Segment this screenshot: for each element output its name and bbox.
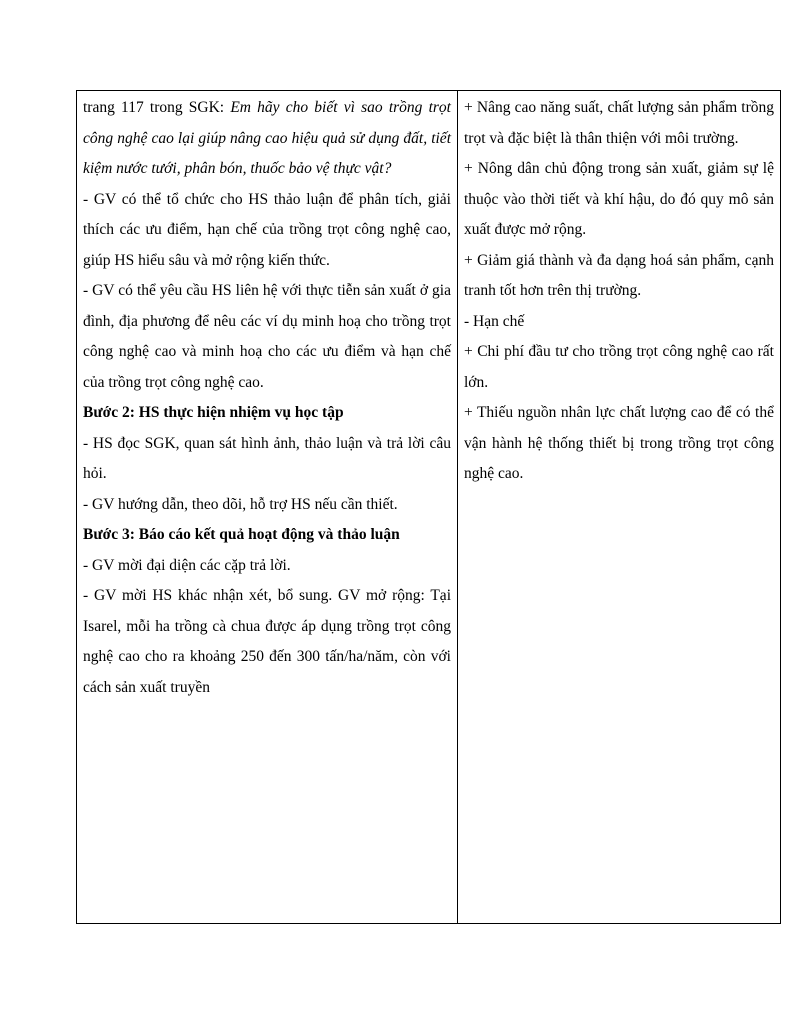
table-row bbox=[77, 91, 781, 924]
teacher-activity-cell bbox=[77, 91, 458, 924]
practice-paragraph: - GV có thể yêu cầu HS liên hệ với thực tiễn sản xuất ở gia đình, địa phương để nêu các ví dụ minh hoạ cho trồng trọt công nghệ cao và minh hoạ cho các ưu điểm và hạn chế của trồng trọt công nghệ cao. bbox=[83, 282, 451, 391]
invite-pairs-paragraph: - GV mời đại diện các cặp trả lời. bbox=[83, 556, 291, 574]
limitation-item: + Thiếu nguồn nhân lực chất lượng cao để có thể vận hành hệ thống thiết bị trong trồng trọt công nghệ cao. bbox=[464, 404, 774, 482]
step-2-heading: Bước 2: HS thực hiện nhiệm vụ học tập bbox=[83, 404, 344, 421]
limitations-heading: - Hạn chế bbox=[464, 312, 525, 330]
question-paragraph bbox=[83, 93, 451, 185]
advantage-item: + Nâng cao năng suất, chất lượng sản phẩm trồng trọt và đặc biệt là thân thiện với môi trường. bbox=[464, 99, 774, 147]
teacher-guide-paragraph: - GV hướng dẫn, theo dõi, hỗ trợ HS nếu cần thiết. bbox=[83, 495, 398, 513]
step-3-heading: Bước 3: Báo cáo kết quả hoạt động và thảo luận bbox=[83, 526, 400, 543]
extension-paragraph: - GV mời HS khác nhận xét, bổ sung. GV mở rộng: Tại Isarel, mỗi ha trồng cà chua được áp dụng trồng trọt công nghệ cao cho ra khoảng 250 đến 300 tấn/ha/năm, còn với cách sản xuất truyền bbox=[83, 587, 451, 696]
student-read-paragraph: - HS đọc SGK, quan sát hình ảnh, thảo luận và trả lời câu hỏi. bbox=[83, 434, 451, 482]
lesson-table bbox=[76, 90, 781, 924]
content-cell bbox=[458, 91, 781, 924]
advantage-item: + Giảm giá thành và đa dạng hoá sản phẩm, cạnh tranh tốt hơn trên thị trường. bbox=[464, 251, 774, 299]
question-text: Em hãy cho biết vì sao trồng trọt công nghệ cao lại giúp nâng cao hiệu quả sử dụng đất, tiết kiệm nước tưới, phân bón, thuốc bảo vệ thực vật? bbox=[83, 99, 451, 177]
question-prefix: trang 117 trong SGK: bbox=[83, 99, 231, 116]
discussion-paragraph: - GV có thể tổ chức cho HS thảo luận để phân tích, giải thích các ưu điểm, hạn chế của trồng trọt công nghệ cao, giúp HS hiểu sâu và mở rộng kiến thức. bbox=[83, 190, 451, 269]
advantage-item: + Nông dân chủ động trong sản xuất, giảm sự lệ thuộc vào thời tiết và khí hậu, do đó quy mô sản xuất được mở rộng. bbox=[464, 160, 774, 238]
limitation-item: + Chi phí đầu tư cho trồng trọt công nghệ cao rất lớn. bbox=[464, 343, 774, 391]
